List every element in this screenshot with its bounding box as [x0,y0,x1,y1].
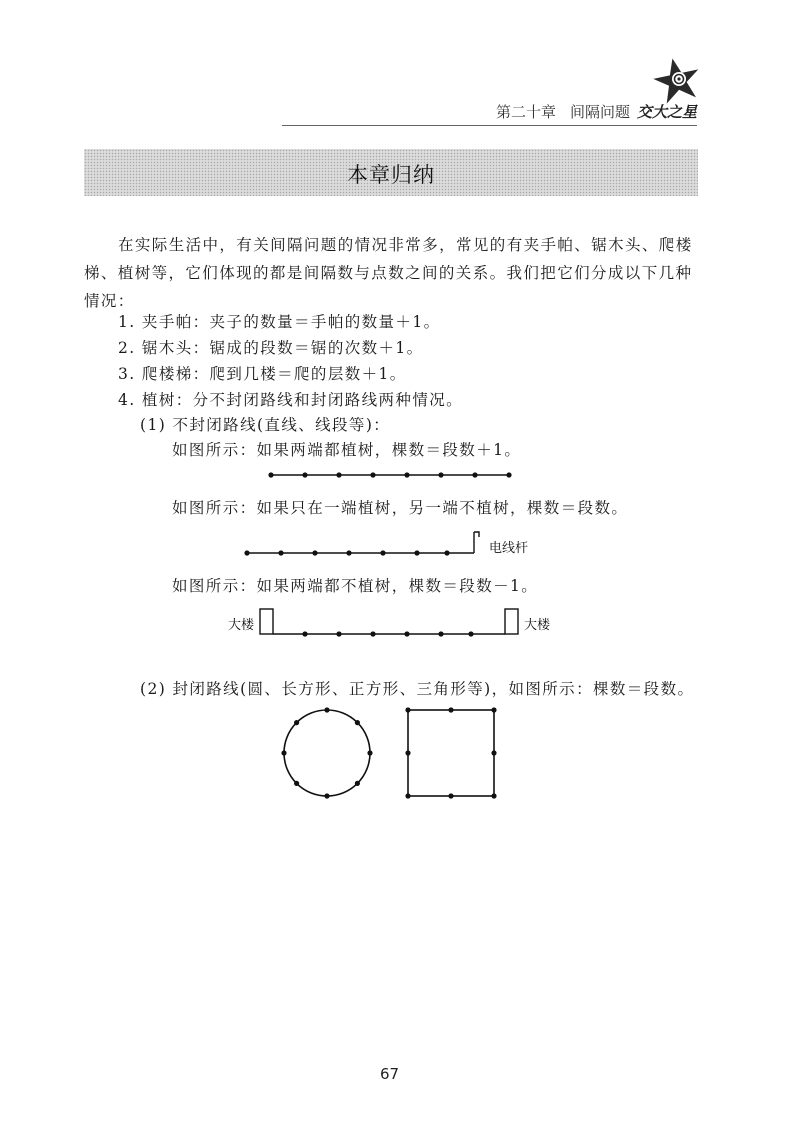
building-label-left: 大楼 [228,618,255,633]
building-right-icon [505,609,518,634]
diagram-neither-end [258,607,522,639]
building-left-icon [260,609,273,634]
chapter-topic: 间隔问题 [570,103,631,121]
page-title: 本章归纳 [347,163,435,187]
diagram-one-end [240,526,490,560]
diagram-square [404,706,498,800]
page-number: 67 [380,1065,400,1083]
utility-pole-icon [474,532,479,553]
list-item: 1. 夹手帕：夹子的数量＝手帕的数量＋1。 [118,313,441,331]
case-both-ends: 如图所示：如果两端都植树，棵数＝段数＋1。 [172,441,522,459]
logo-text: 交大之星 [637,103,698,121]
list-item: 3. 爬楼梯：爬到几楼＝爬的层数＋1。 [118,365,407,383]
header-rule [282,125,697,126]
diagram-circle [280,706,374,800]
sub-heading-open-path: (1) 不封闭路线(直线、线段等)： [140,416,391,434]
building-label-right: 大楼 [524,618,551,633]
list-item: 4. 植树：分不封闭路线和封闭路线两种情况。 [118,391,464,409]
sub-heading-closed-path: (2) 封闭路线(圆、长方形、正方形、三角形等)，如图所示：棵数＝段数。 [140,680,695,698]
pole-label: 电线杆 [489,541,529,556]
intro-paragraph: 在实际生活中，有关间隔问题的情况非常多，常见的有夹手帕、锯木头、爬楼梯、植树等，它们体现的都是间隔数与点数之间的关系。我们把它们分成以下几种情况： [84,236,693,310]
star-logo-icon [652,56,702,104]
chapter-label: 第二十章 [496,103,557,121]
list-item: 2. 锯木头：锯成的段数＝锯的次数＋1。 [118,339,424,357]
case-neither-end: 如图所示：如果两端都不植树，棵数＝段数－1。 [172,577,539,595]
diagram-both-ends [266,468,516,482]
case-one-end: 如图所示：如果只在一端植树，另一端不植树，棵数＝段数。 [172,499,629,517]
